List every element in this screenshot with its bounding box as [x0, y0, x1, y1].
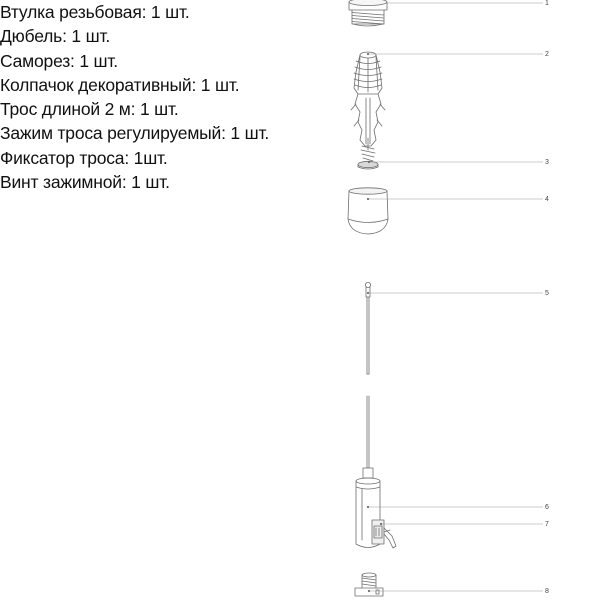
- parts-list-item-adjustable-cable-clamp: Зажим троса регулируемый: 1 шт.: [0, 123, 270, 144]
- parts-list-item-screw: Саморез: 1 шт.: [0, 50, 118, 71]
- callout-1: 1: [545, 0, 549, 7]
- callout-5: 5: [545, 290, 549, 297]
- callout-3: 3: [545, 159, 549, 166]
- parts-list-item-dowel: Дюбель: 1 шт.: [0, 26, 110, 47]
- callout-8: 8: [545, 588, 549, 595]
- clamping-screw-part: [355, 573, 383, 596]
- cable-part: [365, 282, 370, 374]
- callout-7: 7: [545, 521, 549, 528]
- parts-list-item-clamping-screw: Винт зажимной: 1 шт.: [0, 172, 170, 193]
- callout-6: 6: [545, 504, 549, 511]
- screw-part: [358, 138, 378, 169]
- callout-4: 4: [545, 196, 549, 203]
- callout-2: 2: [545, 51, 549, 58]
- parts-list-item-threaded-bushing: Втулка резьбовая: 1 шт.: [0, 2, 190, 22]
- decorative-cap-part: [348, 188, 388, 234]
- dowel-part: [351, 52, 385, 146]
- parts-list-item-cable: Трос длиной 2 м: 1 шт.: [0, 99, 179, 120]
- threaded-bushing-part: [349, 0, 387, 26]
- parts-list-item-decorative-cap: Колпачок декоративный: 1 шт.: [0, 74, 240, 95]
- parts-list-item-cable-lock: Фиксатор троса: 1шт.: [0, 147, 168, 168]
